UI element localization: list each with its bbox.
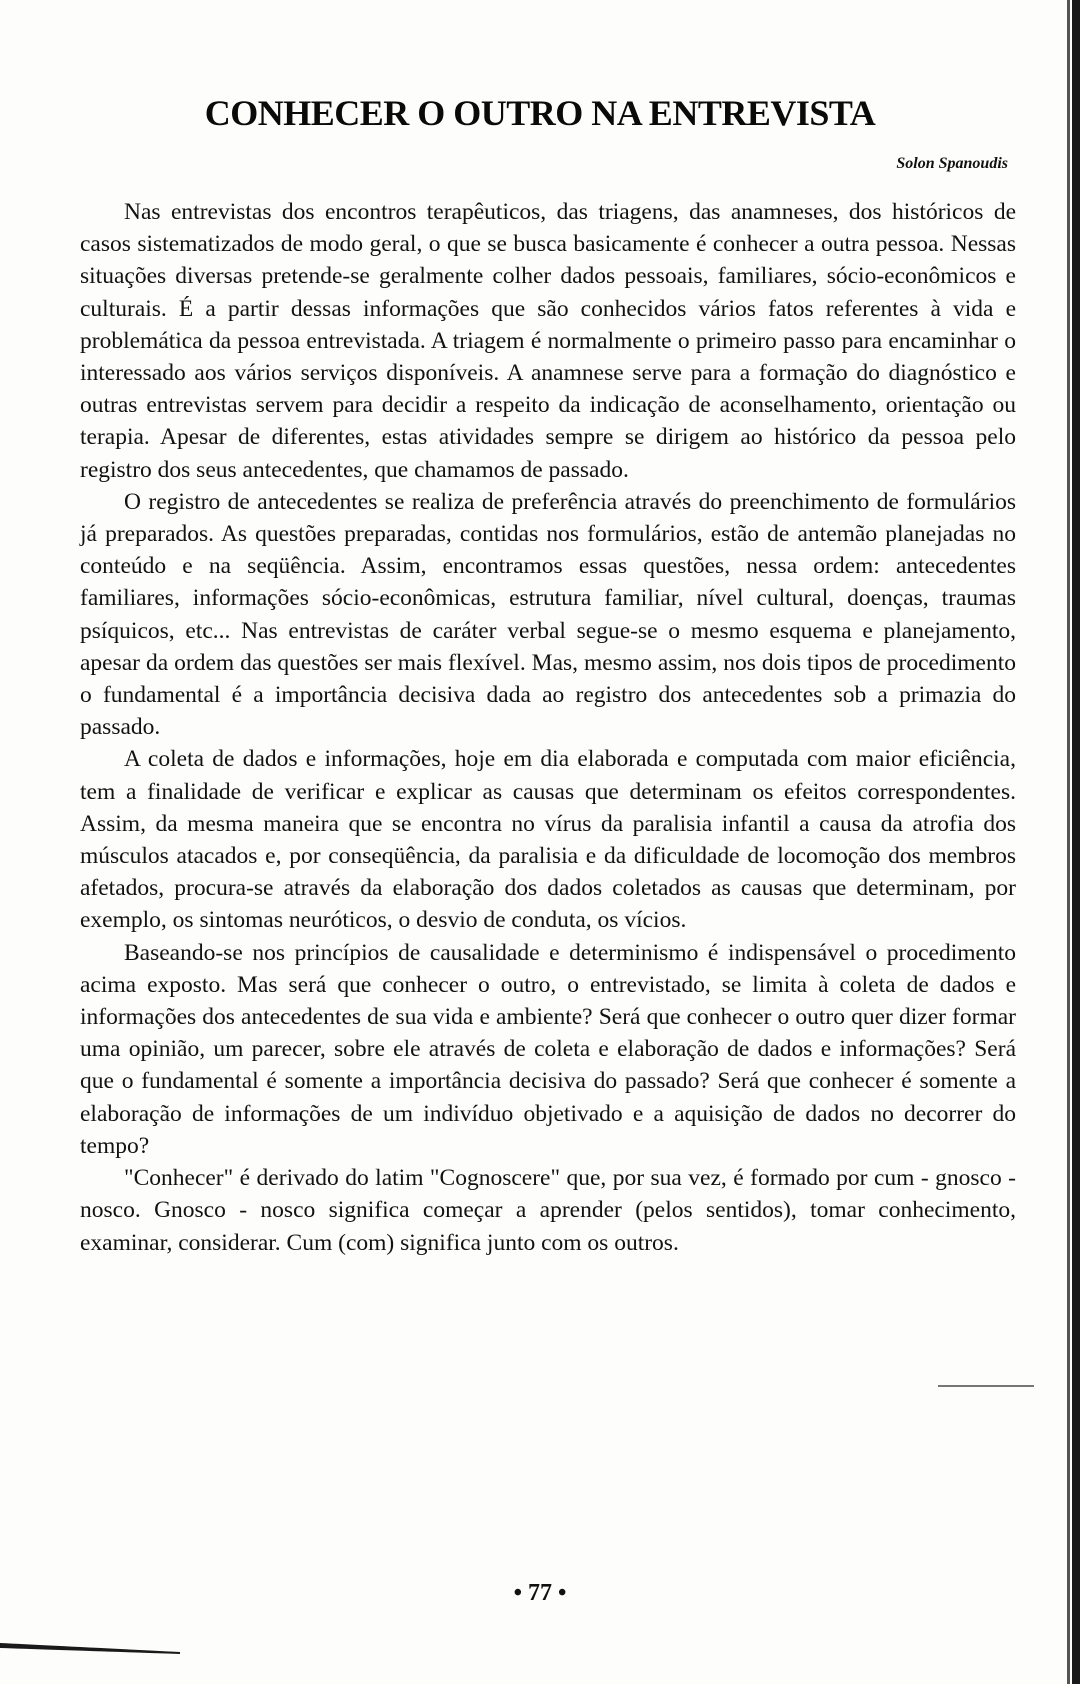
margin-rule bbox=[938, 1385, 1034, 1387]
page-edge-shadow bbox=[1072, 0, 1080, 1684]
scan-artifact bbox=[0, 1640, 180, 1654]
paragraph-3: A coleta de dados e informações, hoje em dia elaborada e computada com maior eficiência, tem a finalidade de verificar e explicar as causas que determinam os efeitos correspondentes. Assim, da mesma maneira que se encontra no vírus da paralisia infantil a causa da atrofia dos músculos atacados e, por conseqüência, da paralisia e da dificuldade de locomoção dos membros afetados, procura-se através da elaboração dos dados coletados as causas que determinam, por exemplo, os sintomas neuróticos, o desvio de conduta, os vícios. bbox=[80, 746, 1016, 934]
paragraph-5: "Conhecer" é derivado do latim "Cognoscere" que, por sua vez, é formado por cum - gnosco - nosco. Gnosco - nosco significa começar a aprender (pelos sentidos), tomar conhecimento, examinar, considerar. Cum (com) significa junto com os outros. bbox=[80, 1165, 1016, 1256]
article-body bbox=[80, 196, 1016, 1259]
article-author: Solon Spanoudis bbox=[896, 155, 1008, 172]
paragraph-1: Nas entrevistas dos encontros terapêuticos, das triagens, das anamneses, dos históricos de casos sistematizados de modo geral, o que se busca basicamente é conhecer a outra pessoa. Nessas situações diversas pretende-se geralmente colher dados pessoais, familiares, sócio-econômicos e culturais. É a partir dessas informações que são conhecidos vários fatos referentes à vida e problemática da pessoa entrevistada. A triagem é normalmente o primeiro passo para encaminhar o interessado aos vários serviços disponíveis. A anamnese serve para a formação do diagnóstico e outras entrevistas servem para decidir a respeito da indicação de aconselhamento, orientação ou terapia. Apesar de diferentes, estas atividades sempre se dirigem ao histórico da pessoa pelo registro dos seus antecedentes, que chamamos de passado. bbox=[80, 199, 1016, 483]
paragraph-2: O registro de antecedentes se realiza de preferência através do preenchimento de formulários já preparados. As questões preparadas, contidas nos formulários, estão de antemão planejadas no conteúdo e na seqüência. Assim, encontramos essas questões, nessa ordem: antecedentes familiares, informações sócio-econômicas, estrutura familiar, nível cultural, doenças, traumas psíquicos, etc... Nas entrevistas de caráter verbal segue-se o mesmo esquema e planejamento, apesar da ordem das questões ser mais flexível. Mas, mesmo assim, nos dois tipos de procedimento o fundamental é a importância decisiva dada ao registro dos antecedentes sob a primazia do passado. bbox=[80, 488, 1016, 741]
page-edge-line bbox=[1067, 0, 1070, 1684]
article-title: CONHECER O OUTRO NA ENTREVISTA bbox=[204, 93, 876, 133]
page-number: • 77 • bbox=[513, 1580, 567, 1606]
paragraph-4: Baseando-se nos princípios de causalidade e determinismo é indispensável o procedimento acima exposto. Mas será que conhecer o outro, o entrevistado, se limita à coleta de dados e informações dos antecedentes de sua vida e ambiente? Será que conhecer o outro quer dizer formar uma opinião, um parecer, sobre ele através de coleta e elaboração de dados e informações? Será que o fundamental é somente a importância decisiva do passado? Será que conhecer é somente a elaboração de informações de um indivíduo objetivado e a aquisição de dados no decorrer do tempo? bbox=[80, 939, 1016, 1159]
